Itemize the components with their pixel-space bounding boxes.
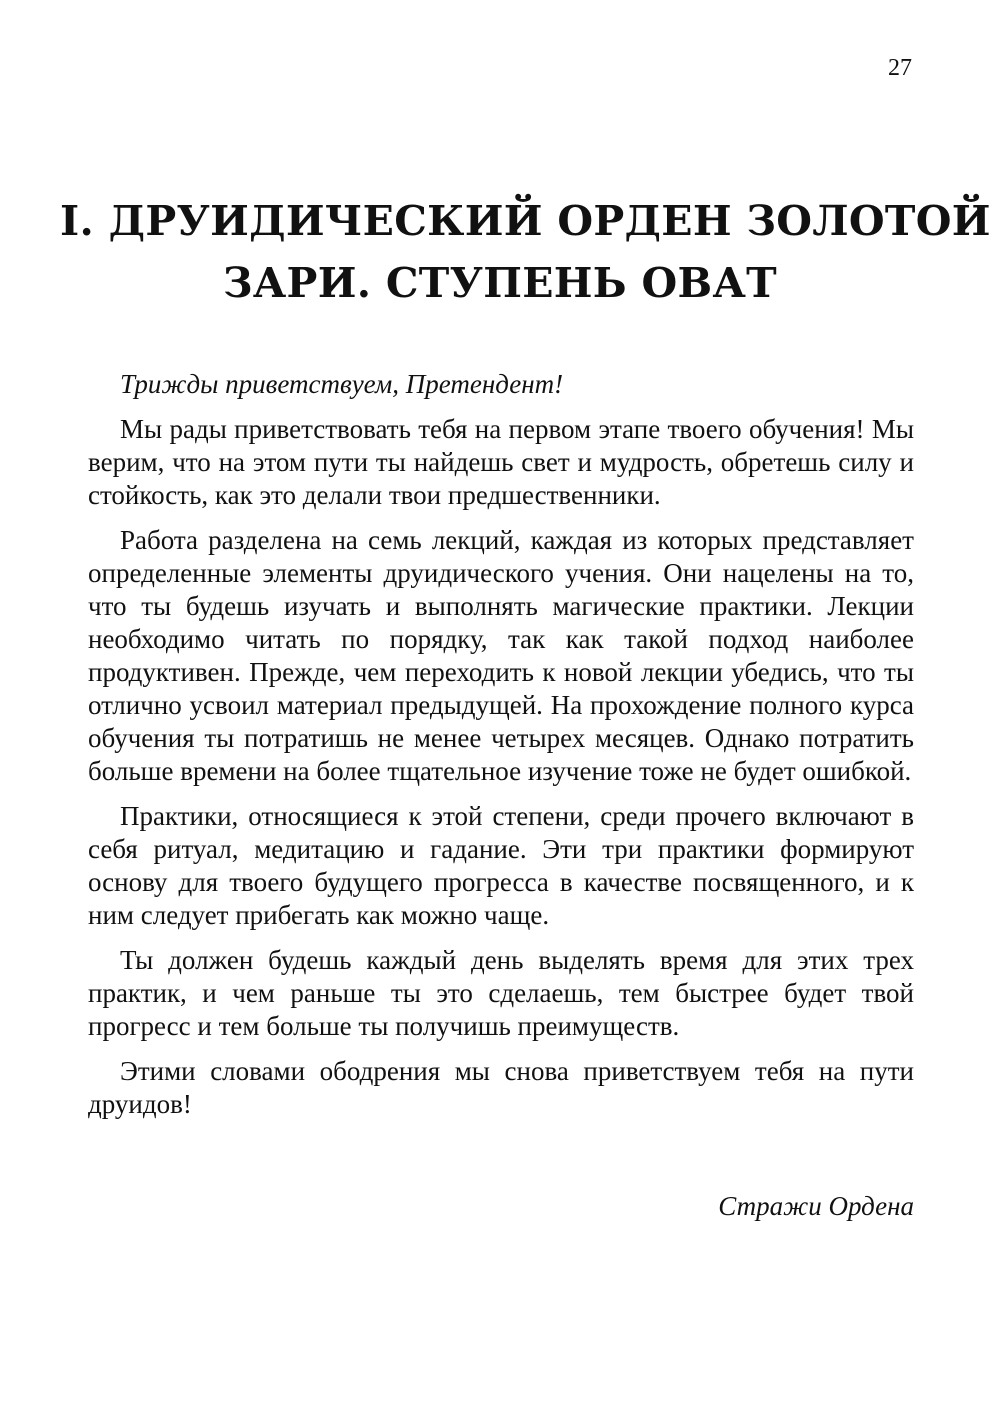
letter-greeting: Трижды приветствуем, Претендент!: [120, 369, 564, 399]
chapter-title-line-1: I. ДРУИДИЧЕСКИЙ ОРДЕН ЗОЛОТОЙ: [60, 197, 991, 245]
paragraph-closing: Этими словами ободрения мы снова приветствуем тебя на пути друидов!: [88, 1056, 914, 1119]
paragraph-lectures: Работа разделена на семь лекций, каждая из которых представляет определенные элементы друидического учения. Они нацелены на то, что ты будешь изучать и выполнять магические практики. Лекции необходимо читать по порядку, так как такой подход наиболее продуктивен. Прежде, чем переходить к новой лекции убедись, что ты отлично усвоил материал предыдущей. На прохождение полного курса обучения ты потратишь не менее четырех месяцев. Однако потратить больше времени на более тщательное изучение тоже не будет ошибкой.: [88, 525, 914, 786]
chapter-title: [60, 190, 991, 314]
page-number: 27: [888, 55, 912, 81]
paragraph-welcome: Мы рады приветствовать тебя на первом этапе твоего обучения! Мы верим, что на этом пути ты найдешь свет и мудрость, обретешь силу и стойкость, как это делали твои предшественники.: [88, 414, 914, 510]
chapter-title-line-2: ЗАРИ. СТУПЕНЬ ОВАТ: [223, 259, 777, 307]
paragraph-daily-practice: Ты должен будешь каждый день выделять время для этих трех практик, и чем раньше ты это сделаешь, тем быстрее будет твой прогресс и тем больше ты получишь преимуществ.: [88, 945, 914, 1041]
paragraph-practices: Практики, относящиеся к этой степени, среди прочего включают в себя ритуал, медитацию и гадание. Эти три практики формируют основу для твоего будущего прогресса в качестве посвященного, и к ним следует прибегать как можно чаще.: [88, 801, 914, 930]
letter-signature: Стражи Ордена: [718, 1191, 914, 1221]
letter-body: [88, 368, 914, 1133]
